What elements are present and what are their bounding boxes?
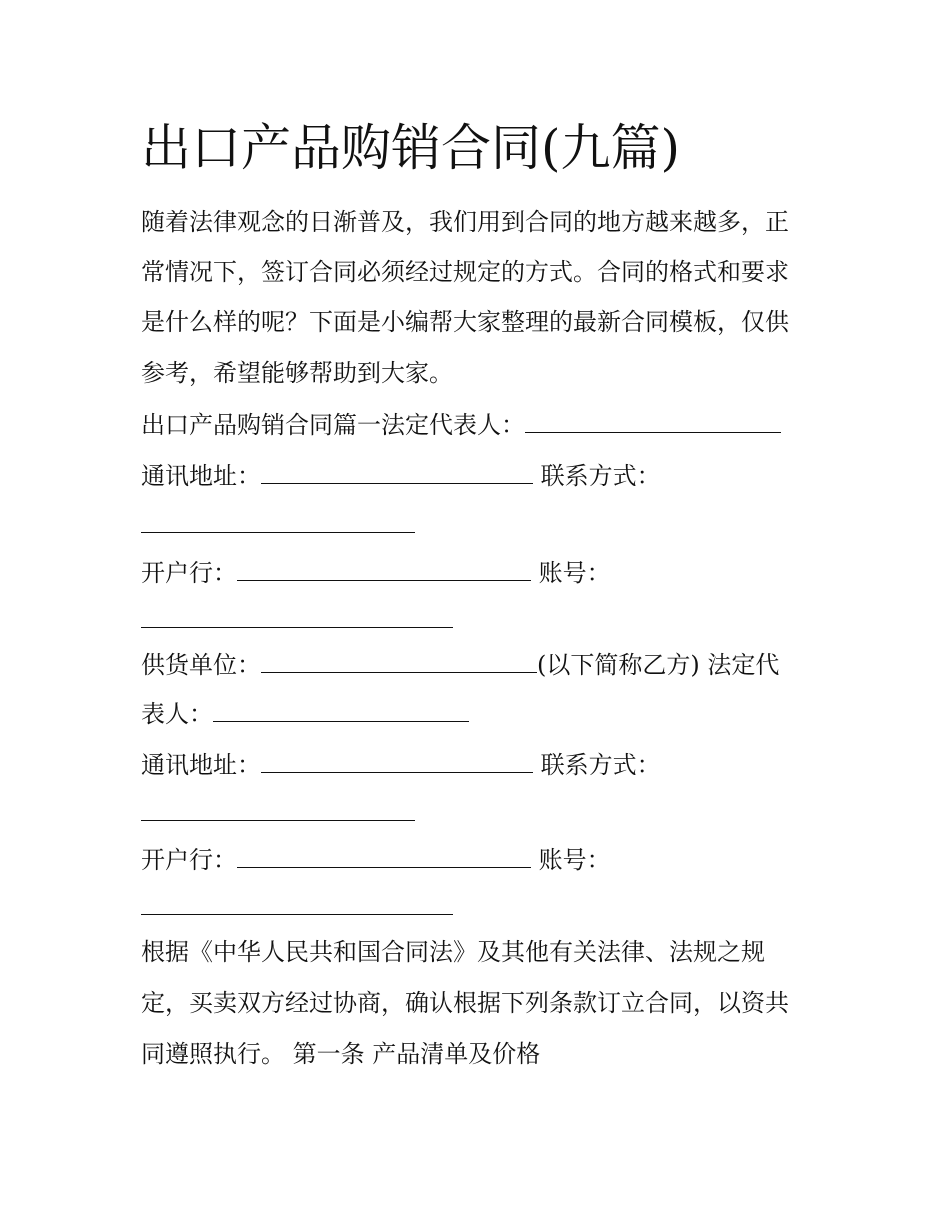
supplier-label: 供货单位： [141, 651, 261, 679]
closing-line-1: 根据《中华人民共和国合同法》及其他有关法律、法规之规 [141, 938, 765, 966]
bank-label: 开户行： [141, 846, 237, 874]
contact-blank[interactable] [141, 794, 415, 821]
party-a-bank-line [141, 553, 611, 593]
party-b-bank-line [141, 840, 611, 880]
document-title: 出口产品购销合同(九篇) [141, 119, 681, 177]
account-blank[interactable] [141, 601, 453, 628]
intro-line-3: 是什么样的呢？下面是小编帮大家整理的最新合同模板，仅供 [141, 308, 789, 336]
section-heading-line [141, 405, 781, 445]
supplier-blank[interactable] [261, 646, 537, 673]
address-label: 通讯地址： [141, 751, 261, 779]
party-a-address-line [141, 456, 661, 496]
contact-label: 联系方式： [540, 462, 661, 490]
contact-blank[interactable] [141, 506, 415, 533]
account-label: 账号： [538, 559, 611, 587]
party-a-contact-line [141, 505, 415, 545]
party-a-account-line [141, 600, 453, 640]
bank-blank[interactable] [237, 554, 531, 581]
closing-line-3: 同遵照执行。 第一条 产品清单及价格 [141, 1040, 541, 1068]
address-blank[interactable] [261, 457, 533, 484]
section-heading: 出口产品购销合同篇一法定代表人： [141, 411, 525, 439]
address-label: 通讯地址： [141, 462, 261, 490]
account-label: 账号： [538, 846, 611, 874]
supplier-rep-blank[interactable] [213, 695, 469, 722]
bank-blank[interactable] [237, 841, 531, 868]
supplier-rep-label: 表人： [141, 700, 213, 728]
closing-line-2: 定，买卖双方经过协商，确认根据下列条款订立合同，以资共 [141, 989, 789, 1017]
party-b-account-line [141, 887, 453, 927]
supplier-abbrev-note: (以下简称乙方) 法定代 [537, 651, 780, 679]
contact-label: 联系方式： [540, 751, 661, 779]
intro-line-4: 参考，希望能够帮助到大家。 [141, 359, 453, 387]
bank-label: 开户行： [141, 559, 237, 587]
intro-line-2: 常情况下，签订合同必须经过规定的方式。合同的格式和要求 [141, 258, 789, 286]
party-b-address-line [141, 745, 661, 785]
account-blank[interactable] [141, 888, 453, 915]
supplier-line [141, 645, 779, 685]
address-blank[interactable] [261, 746, 533, 773]
intro-line-1: 随着法律观念的日渐普及，我们用到合同的地方越来越多，正 [141, 208, 789, 236]
legal-rep-blank[interactable] [525, 406, 781, 433]
supplier-rep-line [141, 694, 469, 734]
party-b-contact-line [141, 793, 415, 833]
